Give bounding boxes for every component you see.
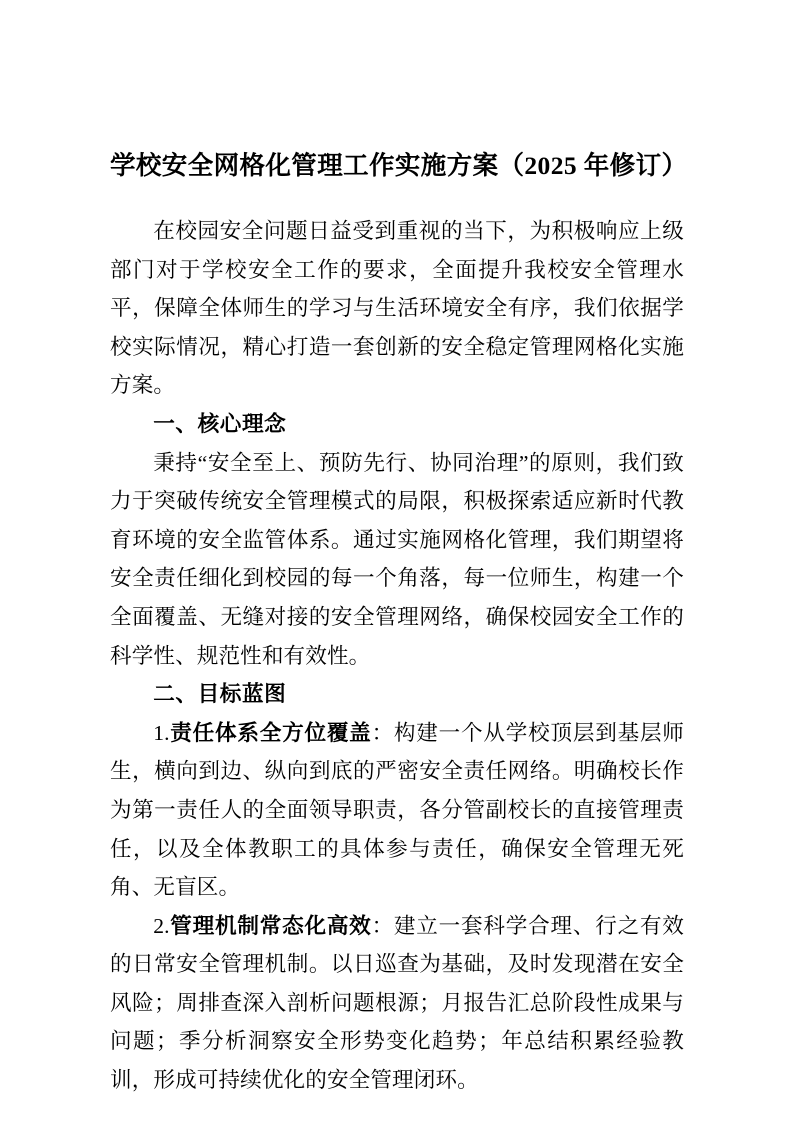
list-item-1 (110, 714, 684, 907)
list-item-2 (110, 907, 684, 1100)
list-item-2-number: 2. (153, 913, 170, 938)
section-heading-one: 一、核心理念 (153, 411, 287, 436)
list-item-1-number: 1. (153, 720, 170, 745)
section-heading-two: 二、目标蓝图 (153, 682, 287, 707)
document-body (110, 146, 688, 1100)
intro-paragraph: 在校园安全问题日益受到重视的当下，为积极响应上级部门对于学校安全工作的要求，全面提升我校安全管理水平，保障全体师生的学习与生活环境安全有序，我们依据学校实际情况，精心打造一套创新的安全稳定管理网格化实施方案。 (110, 219, 684, 398)
list-item-1-body: ：构建一个从学校顶层到基层师生，横向到边、纵向到底的严密安全责任网络。明确校长作为第一责任人的全面领导职责，各分管副校长的直接管理责任，以及全体教职工的具体参与责任，确保安全管理无死角、无盲区。 (110, 720, 685, 900)
list-item-2-body: ：建立一套科学合理、行之有效的日常安全管理机制。以日巡查为基础，及时发现潜在安全风险；周排查深入剖析问题根源；月报告汇总阶段性成果与问题；季分析洞察安全形势变化趋势；年总结积累经验教训，形成可持续优化的安全管理闭环。 (110, 913, 685, 1093)
document-title: 学校安全网格化管理工作实施方案（2025 年修订） (110, 151, 688, 180)
list-item-1-lead: 责任体系全方位覆盖 (169, 720, 372, 745)
section-one-paragraph: 秉持“安全至上、预防先行、协同治理”的原则，我们致力于突破传统安全管理模式的局限，积极探索适应新时代教育环境的安全监管体系。通过实施网格化管理，我们期望将安全责任细化到校园的每一个角落，每一位师生，构建一个全面覆盖、无缝对接的安全管理网络，确保校园安全工作的科学性、规范性和有效性。 (110, 450, 684, 668)
list-item-2-lead: 管理机制常态化高效 (169, 913, 372, 938)
